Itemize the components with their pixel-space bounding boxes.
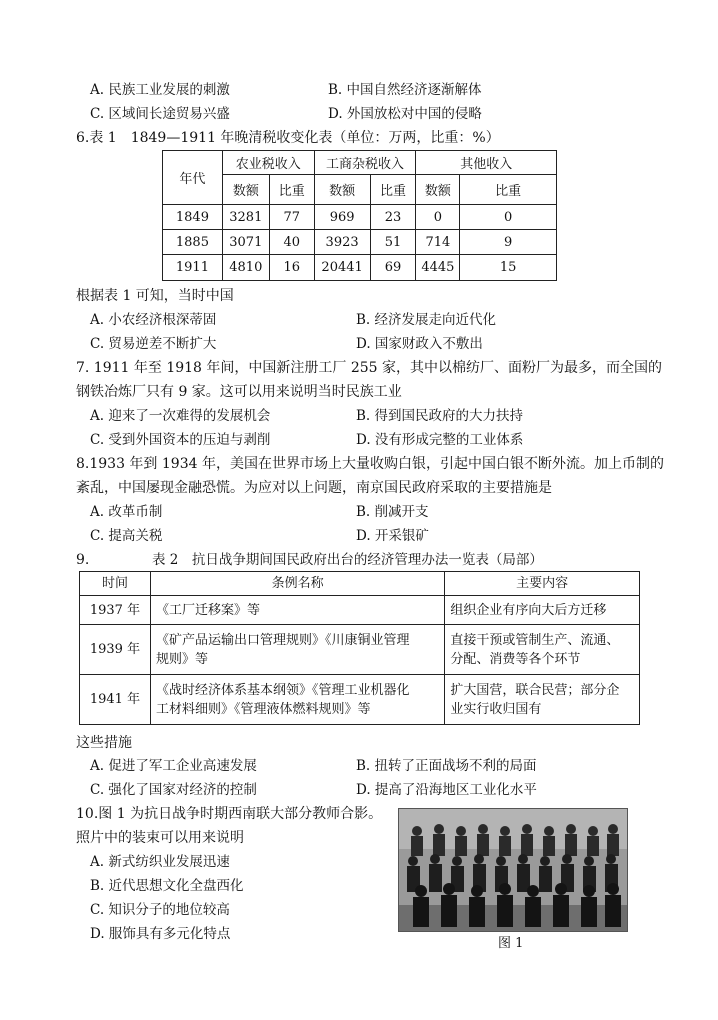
q6-header-other: 其他收入	[416, 151, 557, 175]
q9-number: 9.	[76, 552, 90, 568]
table-cell: 77	[269, 205, 314, 230]
q6-tax-table	[162, 150, 557, 281]
q9-header-time: 时间	[80, 572, 151, 596]
table-cell: 1937 年	[80, 596, 151, 625]
q9-stem: 这些措施	[76, 735, 132, 751]
table-cell: 0	[460, 205, 557, 230]
q8-option-d: D. 开采银矿	[356, 528, 429, 544]
table-row	[163, 205, 557, 230]
q6-stem: 根据表 1 可知，当时中国	[76, 288, 234, 304]
table-cell: 1911	[163, 255, 223, 281]
q9-option-c: C. 强化了国家对经济的控制	[90, 782, 257, 798]
cell-line: 《工厂迁移案》等	[155, 602, 260, 618]
table-cell: 4810	[222, 255, 269, 281]
q10-option-b: B. 近代思想文化全盘西化	[90, 878, 244, 894]
cell-line: 工材料细则》《管理液体燃料规则》等	[155, 701, 371, 717]
cell-line: 直接干预或管制生产、流通、	[450, 632, 620, 648]
cell-line: 分配、消费等各个环节	[450, 651, 581, 667]
table-cell: 969	[314, 205, 370, 230]
table-cell: 40	[269, 230, 314, 255]
q5-option-b: B. 中国自然经济逐渐解体	[328, 82, 482, 98]
q7-option-d: D. 没有形成完整的工业体系	[356, 432, 524, 448]
q7-option-a: A. 迎来了一次难得的发展机会	[90, 408, 271, 424]
q6-header-ratio: 比重	[460, 175, 557, 205]
table-cell	[150, 596, 444, 625]
table-cell	[445, 625, 640, 675]
table-cell: 15	[460, 255, 557, 281]
table-row	[80, 625, 640, 675]
table-cell: 714	[416, 230, 460, 255]
table-cell: 3281	[222, 205, 269, 230]
table-cell: 3923	[314, 230, 370, 255]
table-cell	[150, 675, 444, 725]
q8-option-b: B. 削减开支	[356, 504, 429, 520]
q6-header-amount: 数额	[314, 175, 370, 205]
cell-line: 规则》等	[155, 651, 208, 667]
q6-header-ratio: 比重	[370, 175, 416, 205]
table-cell: 1939 年	[80, 625, 151, 675]
q9-option-d: D. 提高了沿海地区工业化水平	[356, 782, 537, 798]
q8-option-c: C. 提高关税	[90, 528, 163, 544]
q8-text-line1: 8.1933 年到 1934 年，美国在世界市场上大量收购白银，引起中国白银不断外流。加上币制的	[76, 456, 664, 472]
q7-option-b: B. 得到国民政府的大力扶持	[356, 408, 524, 424]
q7-option-c: C. 受到外国资本的压迫与剥削	[90, 432, 271, 448]
q6-header-amount: 数额	[222, 175, 269, 205]
table-cell: 9	[460, 230, 557, 255]
q6-header-era: 年代	[163, 151, 223, 205]
q9-option-b: B. 扭转了正面战场不利的局面	[356, 758, 537, 774]
q6-option-c: C. 贸易逆差不断扩大	[90, 336, 217, 352]
table-cell: 4445	[416, 255, 460, 281]
group-photo-illustration	[399, 809, 627, 931]
table-cell: 1885	[163, 230, 223, 255]
cell-line: 组织企业有序向大后方迁移	[450, 602, 607, 618]
q9-header-name: 条例名称	[150, 572, 444, 596]
table-cell: 51	[370, 230, 416, 255]
q10-option-a: A. 新式纺织业发展迅速	[90, 854, 230, 870]
q10-text-line1: 10.图 1 为抗日战争时期西南联大部分教师合影。	[76, 806, 383, 822]
q9-header-content: 主要内容	[445, 572, 640, 596]
cell-line: 《战时经济体系基本纲领》《管理工业机器化	[155, 682, 410, 698]
table-cell: 20441	[314, 255, 370, 281]
table-cell	[150, 625, 444, 675]
group-photo	[398, 808, 628, 932]
q10-option-c: C. 知识分子的地位较高	[90, 902, 230, 918]
table-row	[80, 596, 640, 625]
q7-text-line1: 7. 1911 年至 1918 年间，中国新注册工厂 255 家，其中以棉纺厂、面粉厂为最多，而全国的	[76, 360, 663, 376]
table-row	[163, 230, 557, 255]
cell-line: 业实行收归国有	[450, 701, 542, 717]
cell-line: 扩大国营，联合民营；部分企	[450, 682, 620, 698]
q7-text-line2: 钢铁冶炼厂只有 9 家。这可以用来说明当时民族工业	[76, 384, 402, 400]
figure-caption: 图 1	[498, 936, 524, 951]
table-cell	[445, 596, 640, 625]
table-cell: 23	[370, 205, 416, 230]
q10-option-d: D. 服饰具有多元化特点	[90, 926, 231, 942]
cell-line: 《矿产品运输出口管理规则》《川康铜业管理	[155, 632, 410, 648]
table-cell	[445, 675, 640, 725]
q8-option-a: A. 改革币制	[90, 504, 163, 520]
q5-option-d: D. 外国放松对中国的侵略	[328, 106, 482, 122]
table-row	[163, 255, 557, 281]
q6-option-b: B. 经济发展走向近代化	[356, 312, 497, 328]
q6-header-commerce: 工商杂税收入	[314, 151, 416, 175]
table-cell: 3071	[222, 230, 269, 255]
q6-header-ratio: 比重	[269, 175, 314, 205]
table-cell: 1849	[163, 205, 223, 230]
q9-table-title: 表 2 抗日战争期间国民政府出台的经济管理办法一览表（局部）	[152, 552, 543, 568]
q9-measures-table	[79, 571, 640, 725]
q6-title: 6.表 1 1849—1911 年晚清税收变化表（单位：万两，比重：%）	[76, 130, 500, 146]
table-cell: 69	[370, 255, 416, 281]
table-row	[80, 675, 640, 725]
q8-text-line2: 紊乱，中国屡现金融恐慌。为应对以上问题，南京国民政府采取的主要措施是	[76, 480, 552, 496]
table-cell: 16	[269, 255, 314, 281]
q9-option-a: A. 促进了军工企业高速发展	[90, 758, 257, 774]
table-cell: 0	[416, 205, 460, 230]
q5-option-c: C. 区域间长途贸易兴盛	[90, 106, 230, 122]
q6-header-amount: 数额	[416, 175, 460, 205]
q6-option-d: D. 国家财政入不敷出	[356, 336, 483, 352]
q6-option-a: A. 小农经济根深蒂固	[90, 312, 217, 328]
q5-option-a: A. 民族工业发展的刺激	[90, 82, 230, 98]
table-cell: 1941 年	[80, 675, 151, 725]
q6-header-agri: 农业税收入	[222, 151, 314, 175]
q10-text-line2: 照片中的装束可以用来说明	[76, 830, 244, 846]
